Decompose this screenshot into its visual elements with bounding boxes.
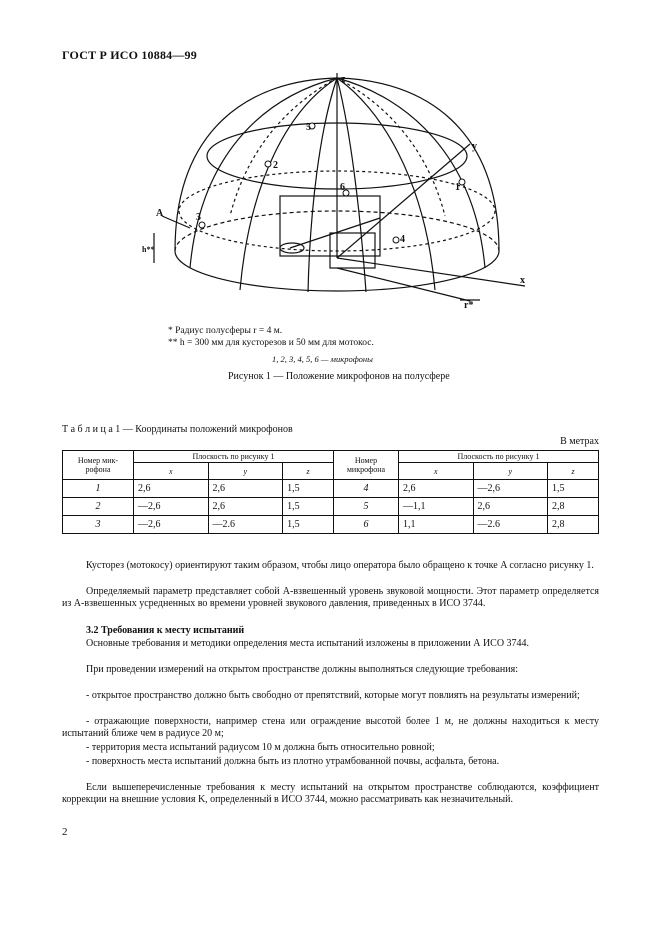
header-plane: Плоскость по рисунку 1 <box>134 451 334 463</box>
bullet-flat: - территория места испытаний радиусом 10 м должна быть относительно ровной; <box>86 742 435 753</box>
bullet-reflecting: - отражающие поверхности, например стена или ограждение высотой более 1 м, не должны находиться к месту испытаний ближе чем в радиусе 20 м; <box>62 716 599 740</box>
cell: 2,6 <box>134 480 209 498</box>
meridian <box>308 78 337 292</box>
cell: 5 <box>333 498 398 516</box>
cell: 2,6 <box>398 480 473 498</box>
document-header: ГОСТ Р ИСО 10884—99 <box>62 48 197 62</box>
mic-3-label: 3 <box>196 212 201 223</box>
header-mic: Номер мик- рофона <box>63 451 134 480</box>
hemisphere-diagram <box>140 68 540 328</box>
cell: —2,6 <box>134 516 209 534</box>
bullet-obstacles: - открытое пространство должно быть свободно от препятствий, которые могут повлиять на результаты измерений; <box>86 690 580 701</box>
header-plane-2: Плоскость по рисунку 1 <box>398 451 598 463</box>
cell: 1,1 <box>398 516 473 534</box>
mic-4-marker <box>393 237 399 243</box>
cell: —2,6 <box>134 498 209 516</box>
cell: 2,8 <box>548 516 599 534</box>
figure-note-2: ** h = 300 мм для кусторезов и 50 мм для мотокос. <box>168 338 374 348</box>
x-axis-label: x <box>520 275 525 286</box>
h-label: h** <box>142 245 155 254</box>
meridian <box>337 78 435 290</box>
coordinates-table <box>62 450 599 534</box>
cell: 2 <box>63 498 134 516</box>
mic-1-label: 1 <box>455 182 460 193</box>
y-axis-label: y <box>472 141 477 152</box>
subheader-x-2: x <box>398 463 473 480</box>
table-units: В метрах <box>560 436 599 447</box>
mic-5-label: 5 <box>306 122 311 133</box>
table-row <box>63 516 599 534</box>
table-title: Т а б л и ц а 1 — Координаты положений микрофонов <box>62 424 293 435</box>
section-heading: 3.2 Требования к месту испытаний <box>86 625 245 636</box>
table-row <box>63 480 599 498</box>
point-a-label: A <box>156 208 164 219</box>
paragraph-open-space: При проведении измерений на открытом пространстве должны выполняться следующие требования: <box>86 664 519 675</box>
page-number: 2 <box>62 826 68 838</box>
cell: 2,6 <box>208 480 283 498</box>
cell: —2.6 <box>473 516 548 534</box>
subheader-y: y <box>208 463 283 480</box>
cell: 2,6 <box>473 498 548 516</box>
cell: 1,5 <box>283 480 334 498</box>
mic-6-label: 6 <box>340 182 345 193</box>
cell: 3 <box>63 516 134 534</box>
table-row <box>63 498 599 516</box>
paragraph-orientation: Кусторез (мотокосу) ориентируют таким образом, чтобы лицо оператора было обращено к точке A согласно рисунку 1. <box>86 560 594 571</box>
radius-label: r* <box>464 300 474 311</box>
cell: 4 <box>333 480 398 498</box>
paragraph-parameter: Определяемый параметр представляет собой A-взвешенный уровень звуковой мощности. Этот параметр определяется из A-взвешенных усредненных во времени уровней звукового давления, приведенных в ИСО 3744. <box>62 586 599 610</box>
subheader-x: x <box>134 463 209 480</box>
figure-note-1: * Радиус полусферы r = 4 м. <box>168 326 283 336</box>
mic-2-label: 2 <box>273 160 278 171</box>
subheader-z-2: z <box>548 463 599 480</box>
mic-2-marker <box>265 161 271 167</box>
cutter-head <box>280 243 304 253</box>
mic-4-label: 4 <box>400 234 405 245</box>
meridian <box>240 78 337 290</box>
cell: 1 <box>63 480 134 498</box>
radius-leader <box>337 268 470 301</box>
bullet-surface: - поверхность места испытаний должна быть из плотно утрамбованной почвы, асфальта, бетона. <box>86 756 500 767</box>
cell: 2,6 <box>208 498 283 516</box>
cell: 1,5 <box>283 516 334 534</box>
meridian <box>337 78 445 216</box>
subheader-y-2: y <box>473 463 548 480</box>
cell: 1,5 <box>283 498 334 516</box>
cell: 6 <box>333 516 398 534</box>
subheader-z: z <box>283 463 334 480</box>
paragraph-requirements: Основные требования и методики определения места испытаний изложены в приложении А ИСО 3744. <box>86 638 530 649</box>
paragraph-correction: Если вышеперечисленные требования к месту испытаний на открытом пространстве соблюдаются, коэффициент коррекции на внешние условия K, определенный в ИСО 3744, можно рассматривать как незначительный. <box>62 782 599 806</box>
cell: —1,1 <box>398 498 473 516</box>
header-mic-2: Номер микрофона <box>333 451 398 480</box>
cell: 2,8 <box>548 498 599 516</box>
microphones-legend: 1, 2, 3, 4, 5, 6 — микрофоны <box>272 354 373 364</box>
cell: —2.6 <box>208 516 283 534</box>
figure-caption: Рисунок 1 — Положение микрофонов на полусфере <box>228 371 450 382</box>
z-axis-label: z <box>341 74 346 85</box>
cell: —2,6 <box>473 480 548 498</box>
cell: 1,5 <box>548 480 599 498</box>
